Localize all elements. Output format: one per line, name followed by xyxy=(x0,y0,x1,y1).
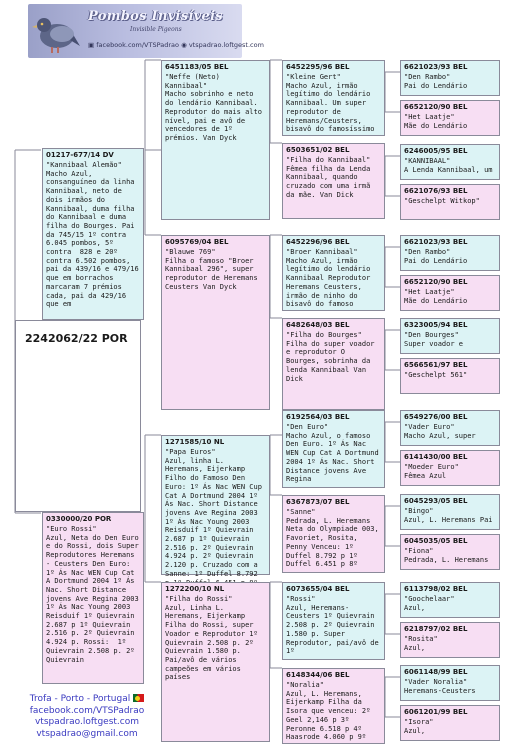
footer-website[interactable]: vtspadrao.loftgest.com xyxy=(34,717,139,727)
gen5-info: "Den Rambo" Pai do Lendário xyxy=(404,73,468,90)
gen5-info: "Moeder Euro" Fêmea Azul xyxy=(404,463,459,480)
gen5-box-15 xyxy=(400,665,500,701)
gen5-box-7 xyxy=(400,318,500,354)
footer-contact xyxy=(12,694,162,740)
gen5-box-12 xyxy=(400,534,500,570)
gen5-info: "Het Laatje" Mãe do Lendário xyxy=(404,113,468,130)
gen5-box-9 xyxy=(400,410,500,446)
gen5-info: "Den Rambo" Pai do Lendário xyxy=(404,248,468,265)
footer-location-line xyxy=(12,694,162,706)
gen5-ring-number: 6621076/93 BEL xyxy=(404,187,468,195)
gen5-info: "Bingo" Azul, L. Heremans Pai xyxy=(404,507,493,524)
gen4-box-5 xyxy=(282,410,385,488)
gen5-box-2 xyxy=(400,100,500,136)
gen5-box-6 xyxy=(400,275,500,311)
gen5-ring-number: 6045035/05 BEL xyxy=(404,537,468,545)
gen5-ring-number: 6218797/02 BEL xyxy=(404,625,468,633)
gen5-info: "Geschelpt 561" xyxy=(404,371,468,379)
gen5-box-4 xyxy=(400,184,500,220)
dam-sire-ring-number: 1271585/10 NL xyxy=(165,438,225,446)
gen5-info: "Vader Noralia" Heremans-Ceusters xyxy=(404,678,476,695)
subject-ring-number: 2242062/22 POR xyxy=(25,332,128,345)
gen4-info: "Broer Kannibaal" Macho Azul, irmão legítimo do lendário Kannibaal Reprodutor Heremans Ceusters, irmão de ninho do bisavô do famoso xyxy=(286,248,371,309)
gen5-ring-number: 6246005/95 BEL xyxy=(404,147,468,155)
gen4-ring-number: 6452295/96 BEL xyxy=(286,63,350,71)
gen5-ring-number: 6141430/00 BEL xyxy=(404,453,468,461)
gen5-info: "Rosita" Azul, xyxy=(404,635,438,652)
sire-dam-info: "Blauwe 769" Filha o famoso "Broer Kannibaal 296", super reprodutor de Heremans Ceusters Van Dyck xyxy=(165,248,258,291)
subject-pigeon-box xyxy=(15,320,141,512)
gen5-box-14 xyxy=(400,622,500,658)
gen5-ring-number: 6061201/99 BEL xyxy=(404,708,468,716)
footer-facebook[interactable]: facebook.com/VTSPadrao xyxy=(29,705,145,716)
gen5-box-8 xyxy=(400,358,500,394)
gen5-ring-number: 6621023/93 BEL xyxy=(404,63,468,71)
gen5-box-5 xyxy=(400,235,500,271)
gen5-ring-number: 6113798/02 BEL xyxy=(404,585,468,593)
gen5-ring-number: 6652120/90 BEL xyxy=(404,278,468,286)
dam-box xyxy=(42,512,144,684)
gen4-info: "Den Euro" Macho Azul, o famoso Den Euro. 1º Ás Nac WEN Cup Cat A Dortmund 2004 1º Ás Nac. Short Distance jovens Ave Regina xyxy=(286,423,379,484)
gen4-ring-number: 6148344/06 BEL xyxy=(286,671,350,679)
gen5-info: "Het Laatje" Mãe do Lendário xyxy=(404,288,468,305)
gen5-info: "Goochelaar" Azul, xyxy=(404,595,455,612)
dam-info: "Euro Rossi" Azul, Neta do Den Euro e do Rossi, dois Super Reprodutores Heremans - Ceusters Den Euro: 1º Ás Nac WEN Cup Cat A Dortmund 2004 1º Ás Nac. Short Distance jovens Ave Regina 2003 1º Ás Nac Young 2003 Reisduif 1º Quievrain 2.687 p 1º Quievrain 2.516 p. 2º Quievrain 4.924 p. Rossi: 1º Quievrain 2.508 p. 2º Quievrain xyxy=(46,525,139,664)
gen4-ring-number: 6452296/96 BEL xyxy=(286,238,350,246)
sire-info: "Kannibaal Alemão" Macho Azul, consanguíneo da linha Kannibaal, neto de dois irmãos do Kannibaal, duma filha do Kannibaal e duma filha do Bourges. Pai da 745/15 1º contra 6.045 pombos, 5º contra 828 e 20º contra 6.502 pombos, pai da 439/16 e 479/16 que em borrachos marcaram 7 prémios cada, pai da 429/16 que em xyxy=(46,161,139,309)
gen4-box-2 xyxy=(282,143,385,219)
gen4-box-3 xyxy=(282,235,385,311)
dam-dam-info: "Filha do Rossi" Azul, Linha L. Heremans, Eijerkamp Filha do Rossi, super Voador e Reprodutor 1º Quievrain 2.508 p. 2º Quievrain 1.580 p. Pai/avô de vários campeões em vários países xyxy=(165,595,258,682)
sire-dam-box xyxy=(161,235,270,410)
gen4-ring-number: 6503651/02 BEL xyxy=(286,146,350,154)
gen5-info: "Den Bourges" Super voador e xyxy=(404,331,464,348)
gen4-info: "Filha do Bourges" Filha do super voador e reprodutor O Bourges, sobrinha da lenda Kannibaal Van Dick xyxy=(286,331,375,383)
gen4-info: "Filha do Kannibaal" Fêmea filha da Lenda Kannibaal, quando cruzado com uma irmã da mãe. Van Dick xyxy=(286,156,371,199)
gen4-info: "Noralia" Azul, L. Heremans, Eijerkamp Filha da Isora que venceu: 2º Geel 2,146 p 3º Peronne 6.518 p 4º Haasrode 4.060 p 9º xyxy=(286,681,371,742)
banner-subtitle: Invisible Pigeons xyxy=(130,26,182,33)
dam-dam-ring-number: 1272200/10 NL xyxy=(165,585,225,593)
gen5-ring-number: 6323005/94 BEL xyxy=(404,321,468,329)
facebook-icon: ▣ xyxy=(88,41,95,49)
footer-location: Trofa - Porto - Portugal xyxy=(29,694,131,704)
gen5-box-13 xyxy=(400,582,500,618)
gen4-ring-number: 6367873/07 BEL xyxy=(286,498,350,506)
gen5-box-3 xyxy=(400,144,500,180)
gen5-info: "Vader Euro" Macho Azul, super xyxy=(404,423,476,440)
gen4-box-6 xyxy=(282,495,385,573)
gen5-ring-number: 6045293/05 BEL xyxy=(404,497,468,505)
gen4-box-4 xyxy=(282,318,385,410)
gen5-info: "Geschelpt Witkop" xyxy=(404,197,480,205)
dam-ring-number: 0330000/20 POR xyxy=(46,515,112,523)
gen5-info: "KANNIBAAL" A Lenda Kannibaal, um xyxy=(404,157,493,174)
sire-sire-box xyxy=(161,60,270,220)
gen5-ring-number: 6566561/97 BEL xyxy=(404,361,468,369)
banner-facebook[interactable]: facebook.com/VTSPadrao xyxy=(96,41,179,49)
gen4-box-8 xyxy=(282,668,385,744)
gen5-box-11 xyxy=(400,494,500,530)
gen4-info: "Kleine Gert" Macho Azul, irmão legítimo do lendário Kannibaal. Um super reprodutor de Heremans/Ceusters, bisavô do famosíssimo xyxy=(286,73,375,134)
sire-sire-ring-number: 6451183/05 BEL xyxy=(165,63,229,71)
gen5-ring-number: 6549276/00 BEL xyxy=(404,413,468,421)
gen4-info: "Rossi" Azul, Heremans-Ceusters 1º Quievrain 2.508 p. 2º Quievrain 1.580 p. Super Reprodutor, pai/avô de 1º xyxy=(286,595,379,656)
gen5-box-16 xyxy=(400,705,500,741)
gen5-box-10 xyxy=(400,450,500,486)
footer-email[interactable]: vtspadrao@gmail.com xyxy=(36,728,138,739)
gen4-box-7 xyxy=(282,582,385,660)
gen5-info: "Isora" Azul, xyxy=(404,718,434,735)
sire-dam-ring-number: 6095769/04 BEL xyxy=(165,238,229,246)
banner-website[interactable]: vtspadrao.loftgest.com xyxy=(188,41,264,49)
dam-sire-info: "Papa Euros" Azul, linha L. Heremans, Eijerkamp Filho do Famoso Den Euro: 1º Ás Nac WEN Cup Cat A Dortmund 2004 1º Ás Nac. Short Distance jovens Ave Regina 2003 1º Ás Nac Young 2003 Reisduif 1º Quievrain 2.687 p 1º Quievrain 2.516 p. 2º Quievrain 4.924 p. 2º Quievrain 2.120 p. Cruzado com a Sanne: 1º Duffel 8.792 xyxy=(165,448,262,578)
gen4-info: "Sanne" Pedrada, L. Heremans Neta do Olympiade 003, Favoriet, Rosita, Penny Venceu: 1º Duffel 8.792 p 1º Duffel 6.451 p 8º xyxy=(286,508,379,569)
sire-sire-info: "Neffe (Neto) Kannibaal" Macho sobrinho e neto do lendário Kannibaal. Reprodutor do mais alto nível, pai e avô de vencedores de 1º prémios. Van Dyck xyxy=(165,73,262,142)
gen5-ring-number: 6652120/90 BEL xyxy=(404,103,468,111)
gen4-ring-number: 6073655/04 BEL xyxy=(286,585,350,593)
sire-ring-number: 01217-677/14 DV xyxy=(46,151,114,159)
dam-sire-box xyxy=(161,435,270,578)
globe-icon: ◉ xyxy=(181,41,187,49)
gen4-box-1 xyxy=(282,60,385,136)
gen5-info: "Fiona" Pedrada, L. Heremans xyxy=(404,547,489,564)
gen5-ring-number: 6061148/99 BEL xyxy=(404,668,468,676)
gen4-ring-number: 6482648/03 BEL xyxy=(286,321,350,329)
banner-title: Pombos Invisíveis xyxy=(88,9,223,24)
gen5-box-1 xyxy=(400,60,500,96)
portugal-flag-icon xyxy=(133,694,144,702)
gen4-ring-number: 6192564/03 BEL xyxy=(286,413,350,421)
sire-box xyxy=(42,148,144,320)
gen5-ring-number: 6621023/93 BEL xyxy=(404,238,468,246)
dam-dam-box xyxy=(161,582,270,742)
